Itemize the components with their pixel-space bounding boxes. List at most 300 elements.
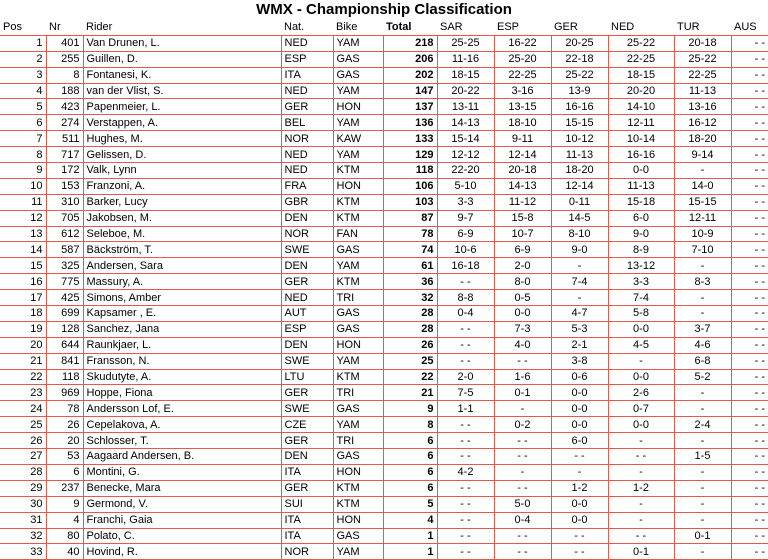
cell-rider: Andersson Lof, E.: [83, 401, 281, 417]
cell-nr: 423: [46, 99, 83, 115]
cell-nr: 699: [46, 306, 83, 322]
cell-rider: Gelissen, D.: [83, 147, 281, 163]
cell-tur: -: [674, 433, 731, 449]
cell-sar: 6-9: [437, 226, 494, 242]
cell-nr: 255: [46, 51, 83, 67]
cell-aus: - -: [731, 226, 768, 242]
cell-bike: TRI: [333, 290, 383, 306]
cell-pos: 19: [0, 321, 46, 337]
cell-ger: - -: [551, 528, 608, 544]
table-row: [0, 337, 768, 353]
col-header-bike: Bike: [333, 20, 383, 35]
cell-ned: 9-0: [608, 226, 674, 242]
cell-nr: 401: [46, 35, 83, 51]
table-row: [0, 480, 768, 496]
cell-nat: CZE: [281, 417, 333, 433]
cell-esp: 0-4: [494, 512, 551, 528]
cell-nr: 969: [46, 385, 83, 401]
cell-sar: 11-16: [437, 51, 494, 67]
col-header-nr: Nr: [46, 20, 83, 35]
cell-pos: 12: [0, 210, 46, 226]
cell-nat: DEN: [281, 258, 333, 274]
cell-pos: 22: [0, 369, 46, 385]
cell-pos: 33: [0, 544, 46, 560]
cell-bike: GAS: [333, 528, 383, 544]
cell-ned: 18-15: [608, 67, 674, 83]
cell-esp: 12-14: [494, 147, 551, 163]
cell-ned: 8-9: [608, 242, 674, 258]
cell-total: 133: [383, 131, 437, 147]
cell-tur: -: [674, 480, 731, 496]
cell-sar: 13-11: [437, 99, 494, 115]
cell-aus: - -: [731, 274, 768, 290]
cell-rider: Polato, C.: [83, 528, 281, 544]
cell-sar: 2-0: [437, 369, 494, 385]
cell-ger: -: [551, 258, 608, 274]
cell-sar: 12-12: [437, 147, 494, 163]
table-row: [0, 115, 768, 131]
cell-nat: BEL: [281, 115, 333, 131]
cell-ned: 11-13: [608, 178, 674, 194]
cell-nat: ESP: [281, 51, 333, 67]
table-row: [0, 433, 768, 449]
cell-esp: 0-0: [494, 306, 551, 322]
cell-total: 9: [383, 401, 437, 417]
cell-sar: 10-6: [437, 242, 494, 258]
cell-rider: Seleboe, M.: [83, 226, 281, 242]
cell-aus: - -: [731, 464, 768, 480]
cell-bike: KTM: [333, 210, 383, 226]
cell-nat: GER: [281, 433, 333, 449]
cell-sar: - -: [437, 449, 494, 465]
cell-ger: 0-11: [551, 194, 608, 210]
table-row: [0, 464, 768, 480]
cell-tur: -: [674, 544, 731, 560]
cell-rider: Barker, Lucy: [83, 194, 281, 210]
cell-total: 28: [383, 306, 437, 322]
cell-total: 78: [383, 226, 437, 242]
cell-sar: - -: [437, 480, 494, 496]
cell-esp: 9-11: [494, 131, 551, 147]
table-row: [0, 194, 768, 210]
cell-esp: 18-10: [494, 115, 551, 131]
cell-pos: 10: [0, 178, 46, 194]
cell-tur: 2-4: [674, 417, 731, 433]
cell-nr: 612: [46, 226, 83, 242]
col-header-pos: Pos: [0, 20, 46, 35]
cell-total: 6: [383, 433, 437, 449]
cell-ger: 8-10: [551, 226, 608, 242]
cell-total: 206: [383, 51, 437, 67]
cell-ned: 13-12: [608, 258, 674, 274]
cell-bike: YAM: [333, 544, 383, 560]
cell-sar: - -: [437, 544, 494, 560]
cell-tur: 9-14: [674, 147, 731, 163]
cell-ned: - -: [608, 449, 674, 465]
cell-nr: 26: [46, 417, 83, 433]
cell-total: 6: [383, 449, 437, 465]
cell-pos: 1: [0, 35, 46, 51]
cell-nat: NED: [281, 163, 333, 179]
cell-ger: 22-18: [551, 51, 608, 67]
cell-aus: - -: [731, 99, 768, 115]
cell-sar: - -: [437, 417, 494, 433]
cell-sar: - -: [437, 496, 494, 512]
cell-esp: 14-13: [494, 178, 551, 194]
cell-bike: YAM: [333, 115, 383, 131]
cell-total: 6: [383, 480, 437, 496]
cell-aus: - -: [731, 512, 768, 528]
table-row: [0, 369, 768, 385]
cell-nat: LTU: [281, 369, 333, 385]
cell-bike: TRI: [333, 385, 383, 401]
cell-nr: 775: [46, 274, 83, 290]
cell-nr: 172: [46, 163, 83, 179]
cell-tur: 13-16: [674, 99, 731, 115]
cell-total: 36: [383, 274, 437, 290]
cell-rider: Schlosser, T.: [83, 433, 281, 449]
cell-sar: 15-14: [437, 131, 494, 147]
cell-bike: YAM: [333, 417, 383, 433]
cell-ned: 10-14: [608, 131, 674, 147]
cell-nat: ITA: [281, 464, 333, 480]
cell-ned: 25-22: [608, 35, 674, 51]
cell-pos: 31: [0, 512, 46, 528]
table-row: [0, 385, 768, 401]
cell-esp: 25-20: [494, 51, 551, 67]
cell-nat: NED: [281, 147, 333, 163]
cell-rider: Germond, V.: [83, 496, 281, 512]
cell-total: 218: [383, 35, 437, 51]
cell-rider: Aagaard Andersen, B.: [83, 449, 281, 465]
col-header-ger: GER: [551, 20, 608, 35]
table-row: [0, 178, 768, 194]
cell-tur: 11-13: [674, 83, 731, 99]
table-row: [0, 131, 768, 147]
cell-ger: 0-0: [551, 385, 608, 401]
cell-aus: - -: [731, 353, 768, 369]
cell-tur: -: [674, 385, 731, 401]
cell-tur: 22-25: [674, 67, 731, 83]
cell-total: 118: [383, 163, 437, 179]
cell-esp: 0-5: [494, 290, 551, 306]
cell-nat: ITA: [281, 512, 333, 528]
cell-bike: YAM: [333, 35, 383, 51]
cell-ned: 5-8: [608, 306, 674, 322]
table-row: [0, 274, 768, 290]
cell-sar: 0-4: [437, 306, 494, 322]
cell-ger: 0-6: [551, 369, 608, 385]
cell-pos: 20: [0, 337, 46, 353]
cell-aus: - -: [731, 433, 768, 449]
cell-sar: 14-13: [437, 115, 494, 131]
cell-nr: 40: [46, 544, 83, 560]
cell-esp: 0-2: [494, 417, 551, 433]
cell-pos: 15: [0, 258, 46, 274]
cell-pos: 24: [0, 401, 46, 417]
cell-nat: GER: [281, 274, 333, 290]
cell-total: 4: [383, 512, 437, 528]
cell-total: 6: [383, 464, 437, 480]
cell-esp: - -: [494, 433, 551, 449]
cell-nr: 78: [46, 401, 83, 417]
cell-esp: 7-3: [494, 321, 551, 337]
cell-total: 137: [383, 99, 437, 115]
cell-total: 106: [383, 178, 437, 194]
cell-nat: NOR: [281, 131, 333, 147]
cell-ger: 3-8: [551, 353, 608, 369]
cell-aus: - -: [731, 131, 768, 147]
cell-rider: Valk, Lynn: [83, 163, 281, 179]
cell-tur: 5-2: [674, 369, 731, 385]
cell-ger: 16-16: [551, 99, 608, 115]
cell-aus: - -: [731, 210, 768, 226]
cell-nr: 425: [46, 290, 83, 306]
col-header-nat: Nat.: [281, 20, 333, 35]
cell-nr: 80: [46, 528, 83, 544]
cell-nr: 6: [46, 464, 83, 480]
cell-sar: - -: [437, 353, 494, 369]
cell-tur: -: [674, 464, 731, 480]
cell-sar: 20-22: [437, 83, 494, 99]
cell-tur: 18-20: [674, 131, 731, 147]
cell-nr: 705: [46, 210, 83, 226]
cell-esp: 13-15: [494, 99, 551, 115]
cell-aus: - -: [731, 83, 768, 99]
table-row: [0, 51, 768, 67]
cell-ned: 0-1: [608, 544, 674, 560]
cell-nr: 8: [46, 67, 83, 83]
cell-nat: ITA: [281, 67, 333, 83]
cell-ger: 7-4: [551, 274, 608, 290]
cell-tur: -: [674, 512, 731, 528]
cell-sar: - -: [437, 528, 494, 544]
cell-tur: -: [674, 290, 731, 306]
classification-rows: [0, 35, 768, 559]
col-header-total: Total: [383, 20, 437, 35]
cell-rider: Kapsamer , E.: [83, 306, 281, 322]
cell-sar: 3-3: [437, 194, 494, 210]
cell-rider: Andersen, Sara: [83, 258, 281, 274]
cell-nr: 9: [46, 496, 83, 512]
cell-rider: Massury, A.: [83, 274, 281, 290]
cell-ned: -: [608, 512, 674, 528]
cell-nr: 20: [46, 433, 83, 449]
cell-tur: 10-9: [674, 226, 731, 242]
cell-ned: 0-0: [608, 369, 674, 385]
cell-sar: 16-18: [437, 258, 494, 274]
cell-bike: GAS: [333, 242, 383, 258]
cell-ger: -: [551, 290, 608, 306]
cell-sar: - -: [437, 433, 494, 449]
table-row: [0, 401, 768, 417]
cell-sar: 5-10: [437, 178, 494, 194]
table-row: [0, 99, 768, 115]
cell-pos: 17: [0, 290, 46, 306]
cell-nat: NED: [281, 35, 333, 51]
cell-pos: 9: [0, 163, 46, 179]
cell-rider: van der Vlist, S.: [83, 83, 281, 99]
cell-tur: 12-11: [674, 210, 731, 226]
cell-ger: - -: [551, 544, 608, 560]
cell-tur: 25-22: [674, 51, 731, 67]
cell-bike: KTM: [333, 163, 383, 179]
cell-sar: 25-25: [437, 35, 494, 51]
cell-total: 61: [383, 258, 437, 274]
cell-sar: - -: [437, 321, 494, 337]
cell-sar: 9-7: [437, 210, 494, 226]
cell-bike: GAS: [333, 306, 383, 322]
table-row: [0, 210, 768, 226]
cell-nat: NOR: [281, 226, 333, 242]
col-header-tur: TUR: [674, 20, 731, 35]
cell-ned: 14-10: [608, 99, 674, 115]
cell-ned: 0-7: [608, 401, 674, 417]
cell-esp: 5-0: [494, 496, 551, 512]
cell-total: 5: [383, 496, 437, 512]
cell-tur: 1-5: [674, 449, 731, 465]
cell-bike: KTM: [333, 274, 383, 290]
cell-total: 25: [383, 353, 437, 369]
cell-aus: - -: [731, 496, 768, 512]
cell-rider: Hoppe, Fiona: [83, 385, 281, 401]
cell-aus: - -: [731, 369, 768, 385]
cell-esp: 2-0: [494, 258, 551, 274]
cell-ned: 0-0: [608, 321, 674, 337]
cell-sar: 22-20: [437, 163, 494, 179]
cell-rider: Skudutyte, A.: [83, 369, 281, 385]
cell-esp: -: [494, 401, 551, 417]
cell-rider: Sanchez, Jana: [83, 321, 281, 337]
cell-esp: 4-0: [494, 337, 551, 353]
cell-tur: 3-7: [674, 321, 731, 337]
cell-bike: GAS: [333, 449, 383, 465]
cell-rider: Jakobsen, M.: [83, 210, 281, 226]
cell-esp: - -: [494, 353, 551, 369]
cell-nr: 53: [46, 449, 83, 465]
cell-total: 202: [383, 67, 437, 83]
cell-ger: 4-7: [551, 306, 608, 322]
cell-pos: 4: [0, 83, 46, 99]
cell-ned: 20-20: [608, 83, 674, 99]
cell-pos: 8: [0, 147, 46, 163]
cell-sar: - -: [437, 337, 494, 353]
cell-esp: 1-6: [494, 369, 551, 385]
cell-total: 87: [383, 210, 437, 226]
cell-aus: - -: [731, 544, 768, 560]
table-row: [0, 512, 768, 528]
cell-ned: -: [608, 496, 674, 512]
cell-ned: 1-2: [608, 480, 674, 496]
cell-bike: GAS: [333, 321, 383, 337]
cell-bike: FAN: [333, 226, 383, 242]
cell-aus: - -: [731, 480, 768, 496]
cell-nat: GER: [281, 480, 333, 496]
cell-ger: -: [551, 464, 608, 480]
cell-nr: 325: [46, 258, 83, 274]
cell-pos: 13: [0, 226, 46, 242]
cell-ned: -: [608, 464, 674, 480]
cell-nr: 128: [46, 321, 83, 337]
cell-esp: - -: [494, 480, 551, 496]
cell-total: 21: [383, 385, 437, 401]
cell-esp: 8-0: [494, 274, 551, 290]
cell-nr: 841: [46, 353, 83, 369]
cell-total: 26: [383, 337, 437, 353]
cell-pos: 26: [0, 433, 46, 449]
cell-total: 136: [383, 115, 437, 131]
cell-rider: Simons, Amber: [83, 290, 281, 306]
cell-aus: - -: [731, 51, 768, 67]
cell-ger: 2-1: [551, 337, 608, 353]
cell-rider: Bäckström, T.: [83, 242, 281, 258]
cell-bike: KTM: [333, 194, 383, 210]
table-row: [0, 242, 768, 258]
cell-pos: 14: [0, 242, 46, 258]
cell-bike: KTM: [333, 369, 383, 385]
cell-nr: 274: [46, 115, 83, 131]
table-row: [0, 496, 768, 512]
cell-ned: 0-0: [608, 163, 674, 179]
cell-bike: HON: [333, 464, 383, 480]
cell-nat: AUT: [281, 306, 333, 322]
cell-ned: -: [608, 433, 674, 449]
cell-tur: 6-8: [674, 353, 731, 369]
cell-rider: Fransson, N.: [83, 353, 281, 369]
cell-bike: HON: [333, 337, 383, 353]
cell-bike: HON: [333, 178, 383, 194]
cell-tur: 20-18: [674, 35, 731, 51]
cell-bike: HON: [333, 99, 383, 115]
cell-total: 8: [383, 417, 437, 433]
cell-bike: HON: [333, 512, 383, 528]
cell-ger: 14-5: [551, 210, 608, 226]
cell-pos: 5: [0, 99, 46, 115]
cell-total: 32: [383, 290, 437, 306]
cell-tur: -: [674, 258, 731, 274]
cell-ger: 10-12: [551, 131, 608, 147]
cell-aus: - -: [731, 290, 768, 306]
cell-esp: 15-8: [494, 210, 551, 226]
table-row: [0, 35, 768, 51]
col-header-sar: SAR: [437, 20, 494, 35]
cell-esp: 16-22: [494, 35, 551, 51]
cell-ger: 0-0: [551, 496, 608, 512]
cell-tur: 14-0: [674, 178, 731, 194]
cell-nat: NED: [281, 290, 333, 306]
cell-tur: 0-1: [674, 528, 731, 544]
cell-nat: SWE: [281, 401, 333, 417]
cell-ned: 12-11: [608, 115, 674, 131]
cell-sar: 1-1: [437, 401, 494, 417]
page-title: WMX - Championship Classification: [256, 1, 512, 18]
cell-nr: 310: [46, 194, 83, 210]
cell-nat: FRA: [281, 178, 333, 194]
cell-ger: 5-3: [551, 321, 608, 337]
cell-ned: 6-0: [608, 210, 674, 226]
cell-esp: 10-7: [494, 226, 551, 242]
cell-bike: GAS: [333, 51, 383, 67]
cell-pos: 25: [0, 417, 46, 433]
cell-pos: 30: [0, 496, 46, 512]
cell-ned: -: [608, 353, 674, 369]
cell-ger: 1-2: [551, 480, 608, 496]
cell-nat: GER: [281, 99, 333, 115]
cell-pos: 11: [0, 194, 46, 210]
cell-rider: Papenmeier, L.: [83, 99, 281, 115]
cell-ger: - -: [551, 449, 608, 465]
cell-sar: - -: [437, 274, 494, 290]
